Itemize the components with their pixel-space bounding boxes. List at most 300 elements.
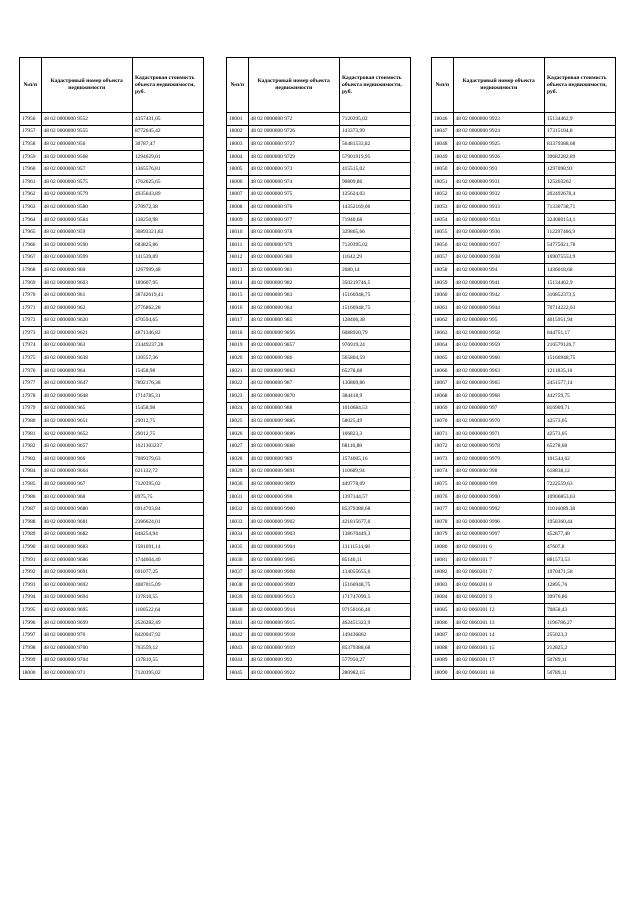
cadastral-number: 48 02 0000000 999 <box>453 478 544 491</box>
table-row <box>432 667 616 680</box>
table-row <box>227 352 411 365</box>
row-number: 18075 <box>432 478 454 491</box>
cadastral-cost: 125263262 <box>544 175 615 188</box>
table-row <box>20 390 204 403</box>
cadastral-number: 48 02 0000000 9942 <box>453 289 544 302</box>
cadastral-number: 48 02 0000000 990 <box>248 490 339 503</box>
row-number: 18002 <box>227 125 249 138</box>
cadastral-cost: 11642,29 <box>339 251 410 264</box>
cadastral-cost: 10906853,63 <box>544 490 615 503</box>
table-row <box>20 213 204 226</box>
cadastral-number: 48 02 0000000 9968 <box>453 390 544 403</box>
cadastral-number: 48 02 0060301 15 <box>453 641 544 654</box>
row-number: 18079 <box>432 528 454 541</box>
table-row <box>20 490 204 503</box>
cadastral-cost: 58025,49 <box>339 415 410 428</box>
row-number: 18047 <box>432 125 454 138</box>
cadastral-number: 48 02 0000000 9978 <box>453 440 544 453</box>
row-number: 18071 <box>432 427 454 440</box>
row-number: 18006 <box>227 175 249 188</box>
cadastral-cost: 4015951,94 <box>544 314 615 327</box>
table-row <box>227 541 411 554</box>
table-row <box>432 440 616 453</box>
row-number: 18061 <box>432 301 454 314</box>
table-row <box>432 654 616 667</box>
table-row <box>432 339 616 352</box>
cadastral-number: 48 02 0000000 9941 <box>453 276 544 289</box>
cadastral-cost: 30893321,82 <box>132 226 203 239</box>
cadastral-cost: 14352169,06 <box>339 201 410 214</box>
table-row <box>20 415 204 428</box>
cadastral-number: 48 02 0000000 9931 <box>453 175 544 188</box>
table-row <box>227 616 411 629</box>
cadastral-cost: 1958360,44 <box>544 516 615 529</box>
row-number: 18012 <box>227 251 249 264</box>
cadastral-cost: 881573,53 <box>544 553 615 566</box>
table-row <box>432 604 616 617</box>
cadastral-cost: 171747090,5 <box>339 591 410 604</box>
cadastral-number: 48 02 0000000 985 <box>248 314 339 327</box>
cadastral-number: 48 02 0000000 967 <box>41 478 132 491</box>
cadastral-number: 48 02 0000000 9584 <box>41 213 132 226</box>
table-row <box>227 578 411 591</box>
table-row <box>432 478 616 491</box>
cadastral-cost: 83379388,68 <box>544 138 615 151</box>
table-row <box>20 604 204 617</box>
cadastral-cost: 30787,47 <box>132 138 203 151</box>
cadastral-number: 48 02 0000000 9568 <box>41 150 132 163</box>
cadastral-cost: 7222559,63 <box>544 478 615 491</box>
table-row <box>432 175 616 188</box>
cadastral-cost: 255023,3 <box>544 629 615 642</box>
table-row <box>432 238 616 251</box>
table-row <box>227 327 411 340</box>
cadastral-number: 48 02 0000000 9638 <box>41 352 132 365</box>
cadastral-cost: 310852373,5 <box>544 289 615 302</box>
row-number: 17974 <box>20 339 42 352</box>
cadastral-table-3 <box>431 57 616 680</box>
row-number: 18041 <box>227 616 249 629</box>
cadastral-cost: 4935643,89 <box>132 188 203 201</box>
cadastral-number: 48 02 0000000 9651 <box>41 415 132 428</box>
row-number: 17973 <box>20 327 42 340</box>
cadastral-cost: 1762625,65 <box>132 175 203 188</box>
cadastral-cost: 848254,94 <box>132 528 203 541</box>
table-row <box>227 226 411 239</box>
cadastral-cost: 1365576,81 <box>132 163 203 176</box>
cadastral-cost: 85379388,68 <box>339 503 410 516</box>
table-row <box>20 238 204 251</box>
table-row <box>432 314 616 327</box>
cadastral-number: 48 02 0000000 9959 <box>453 339 544 352</box>
row-number: 17976 <box>20 364 42 377</box>
table-row <box>20 201 204 214</box>
row-number: 17978 <box>20 390 42 403</box>
cadastral-cost: 816909,71 <box>544 402 615 415</box>
cadastral-number: 48 02 0000000 9863 <box>248 364 339 377</box>
cadastral-number: 48 02 0060201 8 <box>453 578 544 591</box>
row-number: 18085 <box>432 604 454 617</box>
cadastral-cost: 577950,27 <box>339 654 410 667</box>
row-number: 17962 <box>20 188 42 201</box>
row-number: 17999 <box>20 654 42 667</box>
cadastral-number: 48 02 0000000 960 <box>41 264 132 277</box>
table-row <box>432 591 616 604</box>
header-num: №п/п <box>20 58 42 113</box>
cadastral-number: 48 02 0000000 9870 <box>248 390 339 403</box>
cadastral-number: 48 02 0000000 9997 <box>453 528 544 541</box>
cadastral-cost: 7120395,02 <box>132 478 203 491</box>
row-number: 18013 <box>227 264 249 277</box>
row-number: 17964 <box>20 213 42 226</box>
table-row <box>227 667 411 680</box>
table-row <box>20 364 204 377</box>
row-number: 18059 <box>432 276 454 289</box>
cadastral-cost: 1010684,53 <box>339 402 410 415</box>
table-row <box>432 503 616 516</box>
row-number: 17981 <box>20 427 42 440</box>
header-num: №п/п <box>432 58 454 113</box>
cadastral-number: 48 02 0000000 986 <box>248 352 339 365</box>
row-number: 18064 <box>432 339 454 352</box>
cadastral-number: 48 02 0000000 9990 <box>453 490 544 503</box>
row-number: 18019 <box>227 339 249 352</box>
table-row <box>20 427 204 440</box>
cadastral-cost: 71940,68 <box>339 213 410 226</box>
row-number: 18015 <box>227 289 249 302</box>
cadastral-cost: 110689,94 <box>339 465 410 478</box>
cadastral-cost: 1744604,40 <box>132 553 203 566</box>
cadastral-number: 48 02 0060101 7 <box>453 553 544 566</box>
cadastral-cost: 8975,75 <box>132 490 203 503</box>
cadastral-number: 48 02 0000000 9657 <box>41 440 132 453</box>
row-number: 18011 <box>227 238 249 251</box>
cadastral-number: 48 02 0000000 9909 <box>248 578 339 591</box>
table-row <box>432 138 616 151</box>
row-number: 18051 <box>432 175 454 188</box>
cadastral-cost: 1196786,27 <box>544 616 615 629</box>
table-row <box>227 201 411 214</box>
cadastral-cost: 38742619,41 <box>132 289 203 302</box>
row-number: 18056 <box>432 238 454 251</box>
row-number: 17968 <box>20 264 42 277</box>
cadastral-number: 48 02 0000000 9885 <box>248 415 339 428</box>
cadastral-cost: 1436018,68 <box>544 264 615 277</box>
row-number: 18039 <box>227 591 249 604</box>
row-number: 17980 <box>20 415 42 428</box>
cadastral-cost: 15166948,75 <box>339 289 410 302</box>
cadastral-number: 48 02 0060101 6 <box>453 541 544 554</box>
cadastral-cost: 125624,03 <box>339 188 410 201</box>
table-row <box>432 113 616 126</box>
cadastral-number: 48 02 0000000 979 <box>248 238 339 251</box>
table-row <box>432 125 616 138</box>
row-number: 17956 <box>20 113 42 126</box>
cadastral-number: 48 02 0000000 971 <box>41 667 132 680</box>
cadastral-number: 48 02 0000000 9922 <box>248 667 339 680</box>
row-number: 18065 <box>432 352 454 365</box>
table-row <box>227 364 411 377</box>
table-row <box>227 377 411 390</box>
table-row <box>20 163 204 176</box>
table-row <box>20 578 204 591</box>
header-cadastral-cost: Кадастровая стоимость объекта недвижимости, руб. <box>132 58 203 113</box>
table-row <box>227 213 411 226</box>
row-number: 18007 <box>227 188 249 201</box>
cadastral-number: 48 02 0000000 965 <box>41 402 132 415</box>
cadastral-cost: 39976,86 <box>544 591 615 604</box>
cadastral-number: 48 02 0000000 9647 <box>41 377 132 390</box>
cadastral-number: 48 02 0000000 957 <box>41 163 132 176</box>
cadastral-number: 48 02 0000000 9575 <box>41 175 132 188</box>
row-number: 18018 <box>227 327 249 340</box>
table-row <box>20 377 204 390</box>
cadastral-number: 48 02 0000000 988 <box>248 402 339 415</box>
cadastral-number: 48 02 0000000 9694 <box>41 591 132 604</box>
cadastral-number: 48 02 0000000 9729 <box>248 150 339 163</box>
table-row <box>227 427 411 440</box>
cadastral-cost: 130557,36 <box>132 352 203 365</box>
cadastral-cost: 1970471,58 <box>544 566 615 579</box>
cadastral-number: 48 02 0000000 964 <box>41 364 132 377</box>
row-number: 18057 <box>432 251 454 264</box>
table-row <box>432 516 616 529</box>
row-number: 18090 <box>432 667 454 680</box>
cadastral-cost: 15458,98 <box>132 402 203 415</box>
row-number: 18070 <box>432 415 454 428</box>
cadastral-number: 48 02 0000000 9913 <box>248 591 339 604</box>
cadastral-cost: 134055655,6 <box>339 566 410 579</box>
cadastral-cost: 85146,11 <box>339 553 410 566</box>
cadastral-cost: 2451577,14 <box>544 377 615 390</box>
cadastral-number: 48 02 0000000 978 <box>248 226 339 239</box>
table-row <box>20 641 204 654</box>
cadastral-cost: 112297466,9 <box>544 226 615 239</box>
cadastral-number: 48 02 0000000 9552 <box>41 113 132 126</box>
row-number: 18020 <box>227 352 249 365</box>
table-row <box>432 264 616 277</box>
table-row <box>227 390 411 403</box>
cadastral-number: 48 02 0000000 9692 <box>41 578 132 591</box>
cadastral-cost: 1294029,01 <box>132 150 203 163</box>
cadastral-cost: 169075553,9 <box>544 251 615 264</box>
cadastral-cost: 329805,66 <box>339 226 410 239</box>
row-number: 18034 <box>227 528 249 541</box>
cadastral-number: 48 02 0000000 9914 <box>248 604 339 617</box>
cadastral-cost: 421815677,6 <box>339 516 410 529</box>
header-cadastral-number: Кадастровый номер объекта недвижимости <box>41 58 132 113</box>
cadastral-number: 48 02 0000000 9979 <box>453 453 544 466</box>
table-row <box>20 629 204 642</box>
row-number: 17998 <box>20 641 42 654</box>
table-row <box>227 591 411 604</box>
cadastral-cost: 7892176,38 <box>132 377 203 390</box>
cadastral-cost: 470594,65 <box>132 314 203 327</box>
cadastral-number: 48 02 0000000 987 <box>248 377 339 390</box>
table-row <box>20 503 204 516</box>
cadastral-cost: 15166948,75 <box>339 301 410 314</box>
cadastral-cost: 65278,68 <box>339 364 410 377</box>
cadastral-cost: 68116,88 <box>339 440 410 453</box>
cadastral-cost: 90809,86 <box>339 175 410 188</box>
cadastral-number: 48 02 0000000 975 <box>248 188 339 201</box>
cadastral-cost: 29012,75 <box>132 427 203 440</box>
cadastral-number: 48 02 0000000 984 <box>248 301 339 314</box>
cadastral-cost: 12895,76 <box>544 578 615 591</box>
row-number: 18069 <box>432 402 454 415</box>
row-number: 18010 <box>227 226 249 239</box>
cadastral-cost: 1397144,57 <box>339 490 410 503</box>
cadastral-cost: 324080154,1 <box>544 213 615 226</box>
row-number: 17988 <box>20 516 42 529</box>
cadastral-cost: 1714785,31 <box>132 390 203 403</box>
row-number: 18014 <box>227 276 249 289</box>
cadastral-number: 48 02 0000000 992 <box>248 654 339 667</box>
table-row <box>20 616 204 629</box>
table-row <box>432 566 616 579</box>
cadastral-cost: 70858,43 <box>544 604 615 617</box>
cadastral-cost: 56481533,82 <box>339 138 410 151</box>
cadastral-cost: 85379388,68 <box>339 641 410 654</box>
table-row <box>20 125 204 138</box>
row-number: 17990 <box>20 541 42 554</box>
cadastral-cost: 7120395,02 <box>339 238 410 251</box>
cadastral-number: 48 02 0060201 7 <box>453 566 544 579</box>
table-row <box>20 541 204 554</box>
cadastral-number: 48 02 0000000 9996 <box>453 516 544 529</box>
table-row <box>227 654 411 667</box>
table-row <box>432 490 616 503</box>
cadastral-cost: 1581691,14 <box>132 541 203 554</box>
row-number: 17967 <box>20 251 42 264</box>
cadastral-number: 48 02 0000000 9691 <box>41 566 132 579</box>
row-number: 17985 <box>20 478 42 491</box>
cadastral-number: 48 02 0000000 9700 <box>41 641 132 654</box>
cadastral-number: 48 02 0000000 9900 <box>248 503 339 516</box>
cadastral-number: 48 02 0000000 9891 <box>248 465 339 478</box>
cadastral-number: 48 02 0000000 998 <box>453 465 544 478</box>
cadastral-cost: 70714222,03 <box>544 301 615 314</box>
row-number: 17987 <box>20 503 42 516</box>
cadastral-cost: 101544,62 <box>544 453 615 466</box>
row-number: 18031 <box>227 490 249 503</box>
row-number: 18033 <box>227 516 249 529</box>
cadastral-cost: 166823,3 <box>339 427 410 440</box>
table-row <box>432 390 616 403</box>
row-number: 17979 <box>20 402 42 415</box>
cadastral-cost: 143373,99 <box>339 125 410 138</box>
table-row <box>20 478 204 491</box>
cadastral-cost: 47607,8 <box>544 541 615 554</box>
row-number: 18022 <box>227 377 249 390</box>
cadastral-cost: 7120395,02 <box>132 667 203 680</box>
cadastral-cost: 97156166,46 <box>339 604 410 617</box>
header-cadastral-number: Кадастровый номер объекта недвижимости <box>453 58 544 113</box>
cadastral-number: 48 02 0000000 9915 <box>248 616 339 629</box>
row-number: 17996 <box>20 616 42 629</box>
table-row <box>432 289 616 302</box>
row-number: 18026 <box>227 427 249 440</box>
table-row <box>20 465 204 478</box>
cadastral-number: 48 02 0000000 977 <box>248 213 339 226</box>
cadastral-cost: 149436862 <box>339 629 410 642</box>
cadastral-number: 48 02 0000000 9726 <box>248 125 339 138</box>
cadastral-cost: 462451323,9 <box>339 616 410 629</box>
table-row <box>432 301 616 314</box>
cadastral-cost: 141539,89 <box>132 251 203 264</box>
cadastral-cost: 565804,59 <box>339 352 410 365</box>
cadastral-cost: 15166948,75 <box>339 578 410 591</box>
cadastral-cost: 703559,12 <box>132 641 203 654</box>
table-row <box>432 553 616 566</box>
cadastral-cost: 1211835,16 <box>544 364 615 377</box>
table-row <box>227 289 411 302</box>
cadastral-cost: 202492678,4 <box>544 188 615 201</box>
cadastral-cost: 130869,86 <box>339 377 410 390</box>
cadastral-cost: 29012,75 <box>132 415 203 428</box>
row-number: 18078 <box>432 516 454 529</box>
table-row <box>20 553 204 566</box>
cadastral-number: 48 02 0000000 962 <box>41 301 132 314</box>
row-number: 18037 <box>227 566 249 579</box>
row-number: 18060 <box>432 289 454 302</box>
row-number: 18049 <box>432 150 454 163</box>
table-row <box>432 226 616 239</box>
cadastral-cost: 384418,9 <box>339 390 410 403</box>
cadastral-cost: 1297098,93 <box>544 163 615 176</box>
cadastral-cost: 1574005,16 <box>339 453 410 466</box>
cadastral-cost: 4087015,09 <box>132 578 203 591</box>
cadastral-cost: 2526282,49 <box>132 616 203 629</box>
cadastral-number: 48 02 0000000 959 <box>41 226 132 239</box>
cadastral-cost: 71330738,71 <box>544 201 615 214</box>
cadastral-number: 48 02 0000000 9888 <box>248 440 339 453</box>
row-number: 18044 <box>227 654 249 667</box>
cadastral-number: 48 02 0000000 9908 <box>248 566 339 579</box>
cadastral-number: 48 02 0000000 961 <box>41 289 132 302</box>
cadastral-number: 48 02 0000000 9970 <box>453 415 544 428</box>
cadastral-cost: 138670449,3 <box>339 528 410 541</box>
cadastral-number: 48 02 0000000 9932 <box>453 188 544 201</box>
cadastral-number: 48 02 0000000 970 <box>41 629 132 642</box>
cadastral-cost: 1021303237 <box>132 440 203 453</box>
table-row <box>20 440 204 453</box>
cadastral-number: 48 02 0000000 9960 <box>453 352 544 365</box>
cadastral-cost: 189607,95 <box>132 276 203 289</box>
table-row <box>432 415 616 428</box>
table-row <box>432 213 616 226</box>
row-number: 18088 <box>432 641 454 654</box>
table-row <box>20 591 204 604</box>
cadastral-number: 48 02 0000000 983 <box>248 289 339 302</box>
cadastral-number: 48 02 0000000 9699 <box>41 616 132 629</box>
cadastral-cost: 618838,12 <box>544 465 615 478</box>
table-row <box>227 402 411 415</box>
table-row <box>227 490 411 503</box>
table-row <box>227 415 411 428</box>
table-row <box>227 301 411 314</box>
cadastral-number: 48 02 0060301 17 <box>453 654 544 667</box>
cadastral-number: 48 02 0000000 9603 <box>41 276 132 289</box>
cadastral-cost: 137810,55 <box>132 591 203 604</box>
cadastral-cost: 8772645,42 <box>132 125 203 138</box>
table-row <box>20 566 204 579</box>
cadastral-cost: 4357431,05 <box>132 113 203 126</box>
row-number: 18001 <box>227 113 249 126</box>
cadastral-cost: 442759,75 <box>544 390 615 403</box>
row-number: 18087 <box>432 629 454 642</box>
cadastral-cost: 212825,2 <box>544 641 615 654</box>
